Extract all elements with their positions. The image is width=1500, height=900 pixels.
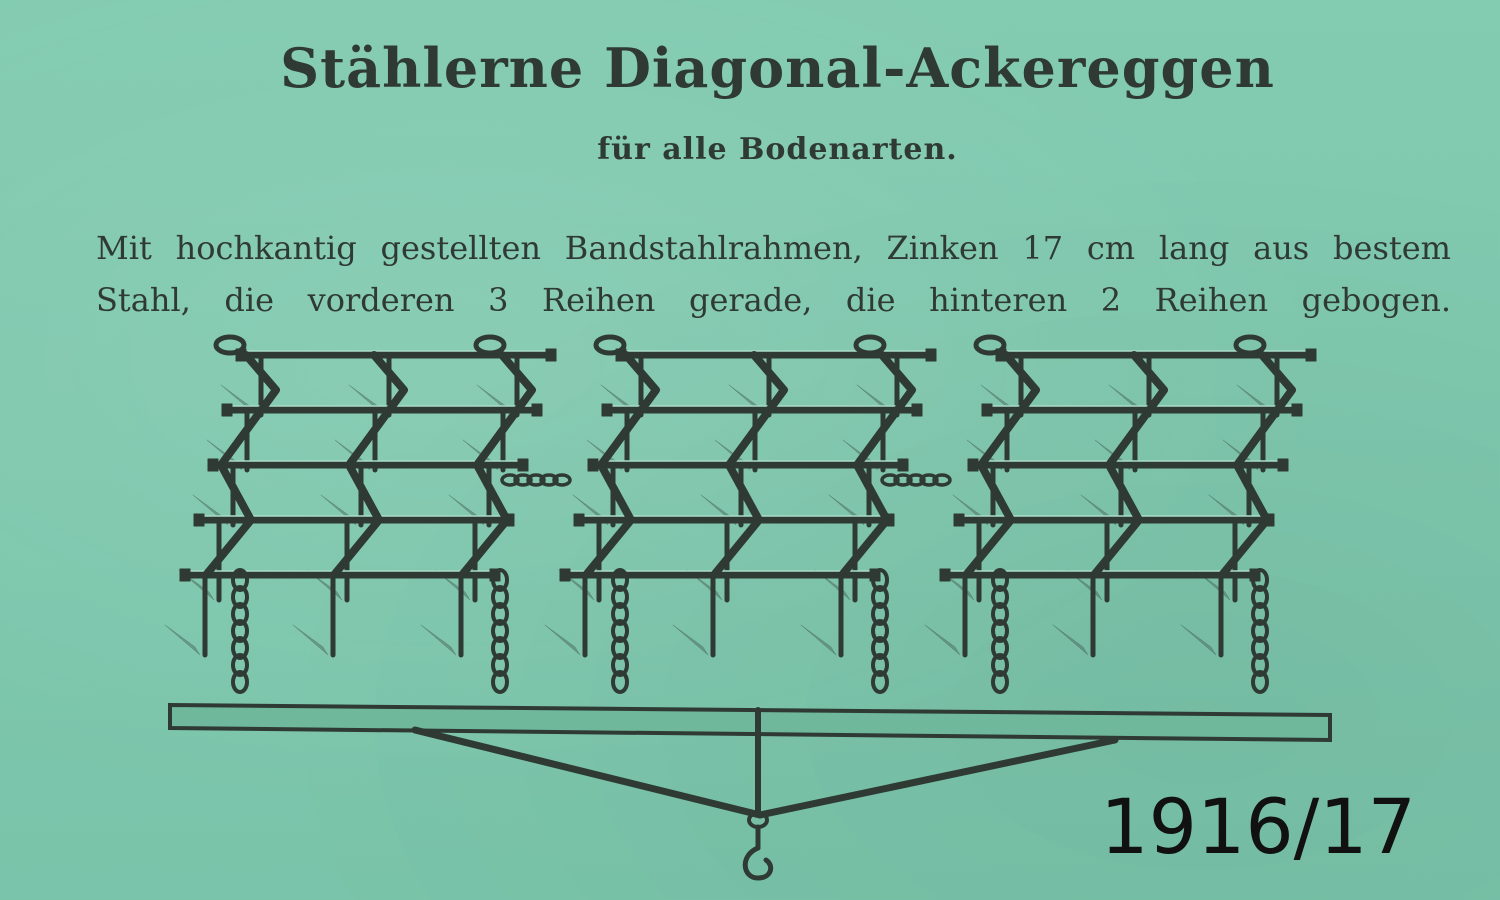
bolt-icon: [588, 459, 598, 471]
hook-icon: [745, 848, 770, 878]
bolt-icon: [912, 404, 922, 416]
bolt-icon: [602, 404, 612, 416]
tine-shadow: [1053, 625, 1088, 655]
bolt-icon: [546, 349, 556, 361]
drawbar-beam: [170, 705, 1330, 740]
page-title: Stählerne Diagonal-Ackereggen: [280, 36, 1275, 100]
bolt-icon: [954, 514, 964, 526]
year-stamp: 1916/17: [1100, 782, 1416, 871]
description-line: Stahl, die vorderen 3 Reihen gerade, die hinteren 2 Reihen gebogen.: [96, 281, 1451, 319]
tine-shadow: [293, 625, 328, 655]
bolt-icon: [518, 459, 528, 471]
harrow-section: [165, 337, 556, 692]
harrow-section: [545, 337, 936, 692]
ring-icon: [596, 337, 624, 353]
bolt-icon: [926, 349, 936, 361]
bolt-icon: [208, 459, 218, 471]
ring-icon: [856, 337, 884, 353]
description-line: Mit hochkantig gestellten Bandstahlrahmen, Zinken 17 cm lang aus bestem: [96, 229, 1451, 267]
bolt-icon: [968, 459, 978, 471]
bolt-icon: [982, 404, 992, 416]
description: [96, 222, 1451, 326]
bolt-icon: [194, 514, 204, 526]
hitch-arm: [760, 740, 1115, 815]
tine-shadow: [545, 625, 580, 655]
bolt-icon: [532, 404, 542, 416]
bolt-icon: [898, 459, 908, 471]
tine-shadow: [925, 625, 960, 655]
ring-icon: [1236, 337, 1264, 353]
tine-shadow: [673, 625, 708, 655]
bolt-icon: [940, 569, 950, 581]
hitch-arm: [415, 730, 760, 815]
tine-shadow: [1181, 625, 1216, 655]
harrow-section: [925, 337, 1316, 692]
bolt-icon: [1278, 459, 1288, 471]
bolt-icon: [1292, 404, 1302, 416]
bolt-icon: [574, 514, 584, 526]
bolt-icon: [222, 404, 232, 416]
bolt-icon: [180, 569, 190, 581]
ring-icon: [976, 337, 1004, 353]
tine-shadow: [421, 625, 456, 655]
bolt-icon: [1306, 349, 1316, 361]
ring-icon: [476, 337, 504, 353]
page-subtitle: für alle Bodenarten.: [597, 132, 958, 167]
tine-shadow: [165, 625, 200, 655]
tine-shadow: [801, 625, 836, 655]
harrow-sections: [165, 337, 1316, 692]
ring-icon: [216, 337, 244, 353]
bolt-icon: [560, 569, 570, 581]
